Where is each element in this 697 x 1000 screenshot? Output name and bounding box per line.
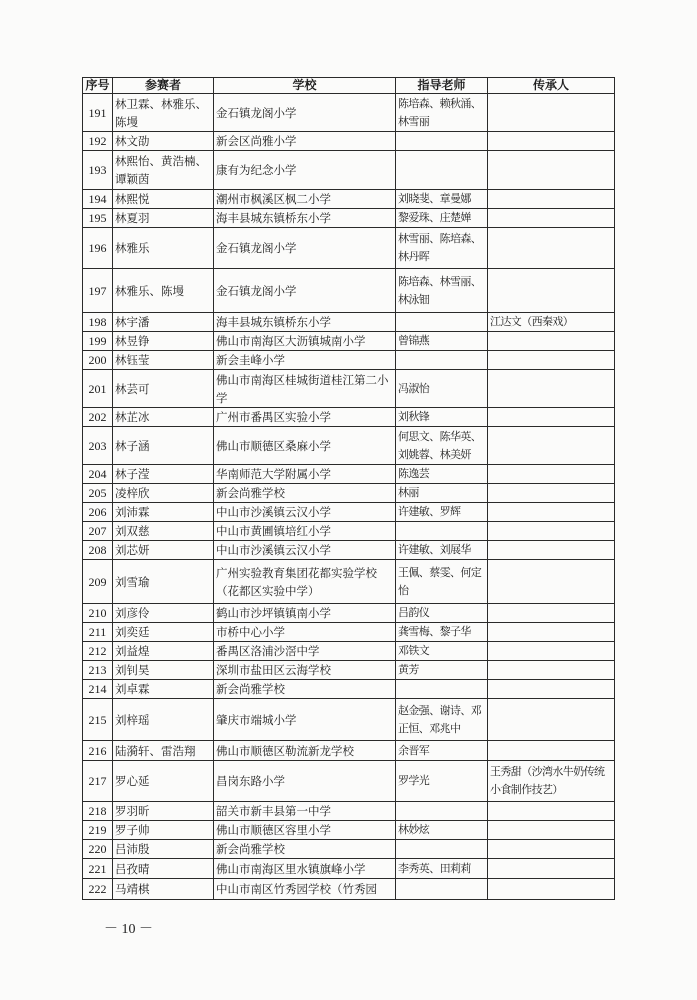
school-cell: 康有为纪念小学 bbox=[214, 151, 396, 190]
teacher-cell bbox=[396, 879, 488, 900]
table-row bbox=[83, 132, 615, 151]
school-cell: 肇庆市端城小学 bbox=[214, 699, 396, 741]
school-cell: 广州实验教育集团花都实验学校（花都区实验中学） bbox=[214, 560, 396, 604]
table-row bbox=[83, 741, 615, 761]
table-row bbox=[83, 228, 615, 269]
table-row bbox=[83, 503, 615, 522]
table-row bbox=[83, 465, 615, 484]
header-participant: 参赛者 bbox=[113, 78, 214, 94]
table-row bbox=[83, 761, 615, 802]
participant-cell: 马靖棋 bbox=[113, 879, 214, 900]
table-row bbox=[83, 190, 615, 209]
row-number: 212 bbox=[83, 642, 113, 661]
inheritor-cell bbox=[488, 132, 615, 151]
row-number: 206 bbox=[83, 503, 113, 522]
teacher-cell: 邓铁文 bbox=[396, 642, 488, 661]
participant-cell: 刘双慈 bbox=[113, 522, 214, 541]
school-cell: 中山市沙溪镇云汉小学 bbox=[214, 503, 396, 522]
teacher-cell: 冯淑怡 bbox=[396, 370, 488, 408]
school-cell: 佛山市南海区桂城街道桂江第二小学 bbox=[214, 370, 396, 408]
table-row bbox=[83, 94, 615, 132]
inheritor-cell bbox=[488, 522, 615, 541]
teacher-cell bbox=[396, 522, 488, 541]
row-number: 197 bbox=[83, 269, 113, 313]
teacher-cell: 黎爱珠、庄楚婵 bbox=[396, 209, 488, 228]
inheritor-cell bbox=[488, 269, 615, 313]
teacher-cell: 余晋军 bbox=[396, 741, 488, 761]
row-number: 211 bbox=[83, 623, 113, 642]
header-number: 序号 bbox=[83, 78, 113, 94]
school-cell: 市桥中心小学 bbox=[214, 623, 396, 642]
school-cell: 新会圭峰小学 bbox=[214, 351, 396, 370]
school-cell: 深圳市盐田区云海学校 bbox=[214, 661, 396, 680]
row-number: 194 bbox=[83, 190, 113, 209]
participant-cell: 林熙悦 bbox=[113, 190, 214, 209]
row-number: 201 bbox=[83, 370, 113, 408]
row-number: 204 bbox=[83, 465, 113, 484]
participant-cell: 刘芯妍 bbox=[113, 541, 214, 560]
row-number: 214 bbox=[83, 680, 113, 699]
row-number: 216 bbox=[83, 741, 113, 761]
row-number: 210 bbox=[83, 604, 113, 623]
inheritor-cell bbox=[488, 228, 615, 269]
inheritor-cell bbox=[488, 465, 615, 484]
participant-cell: 罗羽昕 bbox=[113, 802, 214, 821]
teacher-cell bbox=[396, 351, 488, 370]
participant-cell: 凌梓欣 bbox=[113, 484, 214, 503]
teacher-cell: 赵金强、谢诗、邓正恒、邓兆中 bbox=[396, 699, 488, 741]
inheritor-cell bbox=[488, 604, 615, 623]
row-number: 209 bbox=[83, 560, 113, 604]
participant-cell: 林熙怡、黄浩楠、谭颖茵 bbox=[113, 151, 214, 190]
participant-cell: 林夏羽 bbox=[113, 209, 214, 228]
participant-cell: 刘雪瑜 bbox=[113, 560, 214, 604]
row-number: 219 bbox=[83, 821, 113, 840]
participant-cell: 吕孜晴 bbox=[113, 859, 214, 879]
school-cell: 佛山市南海区里水镇旗峰小学 bbox=[214, 859, 396, 879]
header-teacher: 指导老师 bbox=[396, 78, 488, 94]
table-row bbox=[83, 859, 615, 879]
participant-cell: 林钰莹 bbox=[113, 351, 214, 370]
inheritor-cell bbox=[488, 859, 615, 879]
inheritor-cell bbox=[488, 351, 615, 370]
inheritor-cell bbox=[488, 680, 615, 699]
teacher-cell: 曾锦燕 bbox=[396, 332, 488, 351]
teacher-cell: 许建敏、刘展华 bbox=[396, 541, 488, 560]
participant-cell: 林雅乐、陈墁 bbox=[113, 269, 214, 313]
participant-cell: 吕沛殷 bbox=[113, 840, 214, 859]
table-row bbox=[83, 840, 615, 859]
school-cell: 新会区尚雅小学 bbox=[214, 132, 396, 151]
table-row bbox=[83, 560, 615, 604]
school-cell: 中山市沙溪镇云汉小学 bbox=[214, 541, 396, 560]
participant-cell: 刘卓霖 bbox=[113, 680, 214, 699]
participant-cell: 刘奕廷 bbox=[113, 623, 214, 642]
table-row bbox=[83, 642, 615, 661]
table-row bbox=[83, 370, 615, 408]
participant-table bbox=[82, 77, 615, 900]
teacher-cell: 陈培森、赖秋涌、林雪丽 bbox=[396, 94, 488, 132]
table-row bbox=[83, 879, 615, 900]
inheritor-cell bbox=[488, 661, 615, 680]
participant-cell: 林宇潘 bbox=[113, 313, 214, 332]
row-number: 205 bbox=[83, 484, 113, 503]
table-row bbox=[83, 408, 615, 427]
row-number: 199 bbox=[83, 332, 113, 351]
school-cell: 鹤山市沙坪镇镇南小学 bbox=[214, 604, 396, 623]
teacher-cell bbox=[396, 840, 488, 859]
teacher-cell bbox=[396, 802, 488, 821]
inheritor-cell bbox=[488, 427, 615, 465]
table-body bbox=[83, 94, 615, 900]
table-row bbox=[83, 802, 615, 821]
inheritor-cell: 江达文（西秦戏） bbox=[488, 313, 615, 332]
row-number: 218 bbox=[83, 802, 113, 821]
table-row bbox=[83, 680, 615, 699]
row-number: 222 bbox=[83, 879, 113, 900]
table-row bbox=[83, 623, 615, 642]
teacher-cell: 林妙炫 bbox=[396, 821, 488, 840]
school-cell: 潮州市枫溪区枫二小学 bbox=[214, 190, 396, 209]
participant-cell: 陆漪轩、雷浩翔 bbox=[113, 741, 214, 761]
inheritor-cell bbox=[488, 94, 615, 132]
teacher-cell: 罗学光 bbox=[396, 761, 488, 802]
table-row bbox=[83, 313, 615, 332]
inheritor-cell bbox=[488, 560, 615, 604]
inheritor-cell bbox=[488, 821, 615, 840]
teacher-cell: 许建敏、罗辉 bbox=[396, 503, 488, 522]
inheritor-cell bbox=[488, 541, 615, 560]
school-cell: 海丰县城东镇桥东小学 bbox=[214, 313, 396, 332]
row-number: 192 bbox=[83, 132, 113, 151]
table-row bbox=[83, 269, 615, 313]
teacher-cell: 黄芳 bbox=[396, 661, 488, 680]
teacher-cell bbox=[396, 680, 488, 699]
table-row bbox=[83, 351, 615, 370]
school-cell: 韶关市新丰县第一中学 bbox=[214, 802, 396, 821]
header-inheritor: 传承人 bbox=[488, 78, 615, 94]
school-cell: 金石镇龙阁小学 bbox=[214, 269, 396, 313]
school-cell: 新会尚雅学校 bbox=[214, 680, 396, 699]
row-number: 195 bbox=[83, 209, 113, 228]
table-row bbox=[83, 821, 615, 840]
school-cell: 佛山市顺德区容里小学 bbox=[214, 821, 396, 840]
school-cell: 广州市番禺区实验小学 bbox=[214, 408, 396, 427]
table-row bbox=[83, 427, 615, 465]
participant-cell: 林卫霖、林雅乐、陈墁 bbox=[113, 94, 214, 132]
teacher-cell: 林丽 bbox=[396, 484, 488, 503]
teacher-cell: 李秀英、田莉莉 bbox=[396, 859, 488, 879]
row-number: 198 bbox=[83, 313, 113, 332]
inheritor-cell bbox=[488, 370, 615, 408]
inheritor-cell bbox=[488, 879, 615, 900]
teacher-cell: 林雪丽、陈培森、林丹晖 bbox=[396, 228, 488, 269]
table-row bbox=[83, 522, 615, 541]
inheritor-cell bbox=[488, 332, 615, 351]
row-number: 193 bbox=[83, 151, 113, 190]
participant-cell: 刘益煌 bbox=[113, 642, 214, 661]
participant-cell: 林子涵 bbox=[113, 427, 214, 465]
participant-cell: 刘梓瑶 bbox=[113, 699, 214, 741]
inheritor-cell bbox=[488, 802, 615, 821]
teacher-cell: 王佩、蔡雯、何定怡 bbox=[396, 560, 488, 604]
school-cell: 佛山市顺德区勒流新龙学校 bbox=[214, 741, 396, 761]
inheritor-cell bbox=[488, 190, 615, 209]
inheritor-cell bbox=[488, 484, 615, 503]
teacher-cell: 龚雪梅、黎子华 bbox=[396, 623, 488, 642]
row-number: 215 bbox=[83, 699, 113, 741]
row-number: 207 bbox=[83, 522, 113, 541]
school-cell: 金石镇龙阁小学 bbox=[214, 94, 396, 132]
table-row bbox=[83, 484, 615, 503]
school-cell: 华南师范大学附属小学 bbox=[214, 465, 396, 484]
teacher-cell: 陈培森、林雪丽、林泳钿 bbox=[396, 269, 488, 313]
participant-cell: 刘沛霖 bbox=[113, 503, 214, 522]
teacher-cell: 何思文、陈华英、刘姚蓉、林美妍 bbox=[396, 427, 488, 465]
school-cell: 海丰县城东镇桥东小学 bbox=[214, 209, 396, 228]
inheritor-cell bbox=[488, 642, 615, 661]
teacher-cell: 陈逸芸 bbox=[396, 465, 488, 484]
inheritor-cell bbox=[488, 151, 615, 190]
teacher-cell bbox=[396, 313, 488, 332]
participant-cell: 林雅乐 bbox=[113, 228, 214, 269]
row-number: 191 bbox=[83, 94, 113, 132]
school-cell: 昌岗东路小学 bbox=[214, 761, 396, 802]
inheritor-cell bbox=[488, 741, 615, 761]
participant-cell: 林昱铮 bbox=[113, 332, 214, 351]
school-cell: 中山市黄圃镇培红小学 bbox=[214, 522, 396, 541]
participant-cell: 林芷冰 bbox=[113, 408, 214, 427]
teacher-cell: 吕韵仪 bbox=[396, 604, 488, 623]
row-number: 196 bbox=[83, 228, 113, 269]
teacher-cell bbox=[396, 151, 488, 190]
header-school: 学校 bbox=[214, 78, 396, 94]
inheritor-cell: 王秀甜（沙湾水牛奶传统小食制作技艺） bbox=[488, 761, 615, 802]
inheritor-cell bbox=[488, 503, 615, 522]
school-cell: 新会尚雅学校 bbox=[214, 840, 396, 859]
inheritor-cell bbox=[488, 408, 615, 427]
table-row bbox=[83, 332, 615, 351]
school-cell: 中山市南区竹秀园学校（竹秀园 bbox=[214, 879, 396, 900]
table-row bbox=[83, 699, 615, 741]
school-cell: 金石镇龙阁小学 bbox=[214, 228, 396, 269]
participant-cell: 林芸可 bbox=[113, 370, 214, 408]
participant-cell: 林子滢 bbox=[113, 465, 214, 484]
page-number: － 10 － bbox=[104, 922, 153, 937]
table-row bbox=[83, 209, 615, 228]
inheritor-cell bbox=[488, 840, 615, 859]
inheritor-cell bbox=[488, 209, 615, 228]
row-number: 203 bbox=[83, 427, 113, 465]
table-row bbox=[83, 541, 615, 560]
participant-cell: 刘彦伶 bbox=[113, 604, 214, 623]
participant-cell: 林文劭 bbox=[113, 132, 214, 151]
row-number: 208 bbox=[83, 541, 113, 560]
row-number: 213 bbox=[83, 661, 113, 680]
teacher-cell bbox=[396, 132, 488, 151]
school-cell: 新会尚雅学校 bbox=[214, 484, 396, 503]
school-cell: 番禺区洛浦沙滘中学 bbox=[214, 642, 396, 661]
row-number: 221 bbox=[83, 859, 113, 879]
row-number: 202 bbox=[83, 408, 113, 427]
participant-cell: 刘钊昊 bbox=[113, 661, 214, 680]
inheritor-cell bbox=[488, 623, 615, 642]
inheritor-cell bbox=[488, 699, 615, 741]
table-row bbox=[83, 151, 615, 190]
teacher-cell: 刘晓斐、章曼娜 bbox=[396, 190, 488, 209]
school-cell: 佛山市南海区大沥镇城南小学 bbox=[214, 332, 396, 351]
row-number: 217 bbox=[83, 761, 113, 802]
school-cell: 佛山市顺德区桑麻小学 bbox=[214, 427, 396, 465]
table-row bbox=[83, 604, 615, 623]
row-number: 220 bbox=[83, 840, 113, 859]
participant-cell: 罗子帅 bbox=[113, 821, 214, 840]
table-header-row bbox=[83, 78, 615, 94]
table-row bbox=[83, 661, 615, 680]
participant-cell: 罗心延 bbox=[113, 761, 214, 802]
row-number: 200 bbox=[83, 351, 113, 370]
teacher-cell: 刘秋锋 bbox=[396, 408, 488, 427]
